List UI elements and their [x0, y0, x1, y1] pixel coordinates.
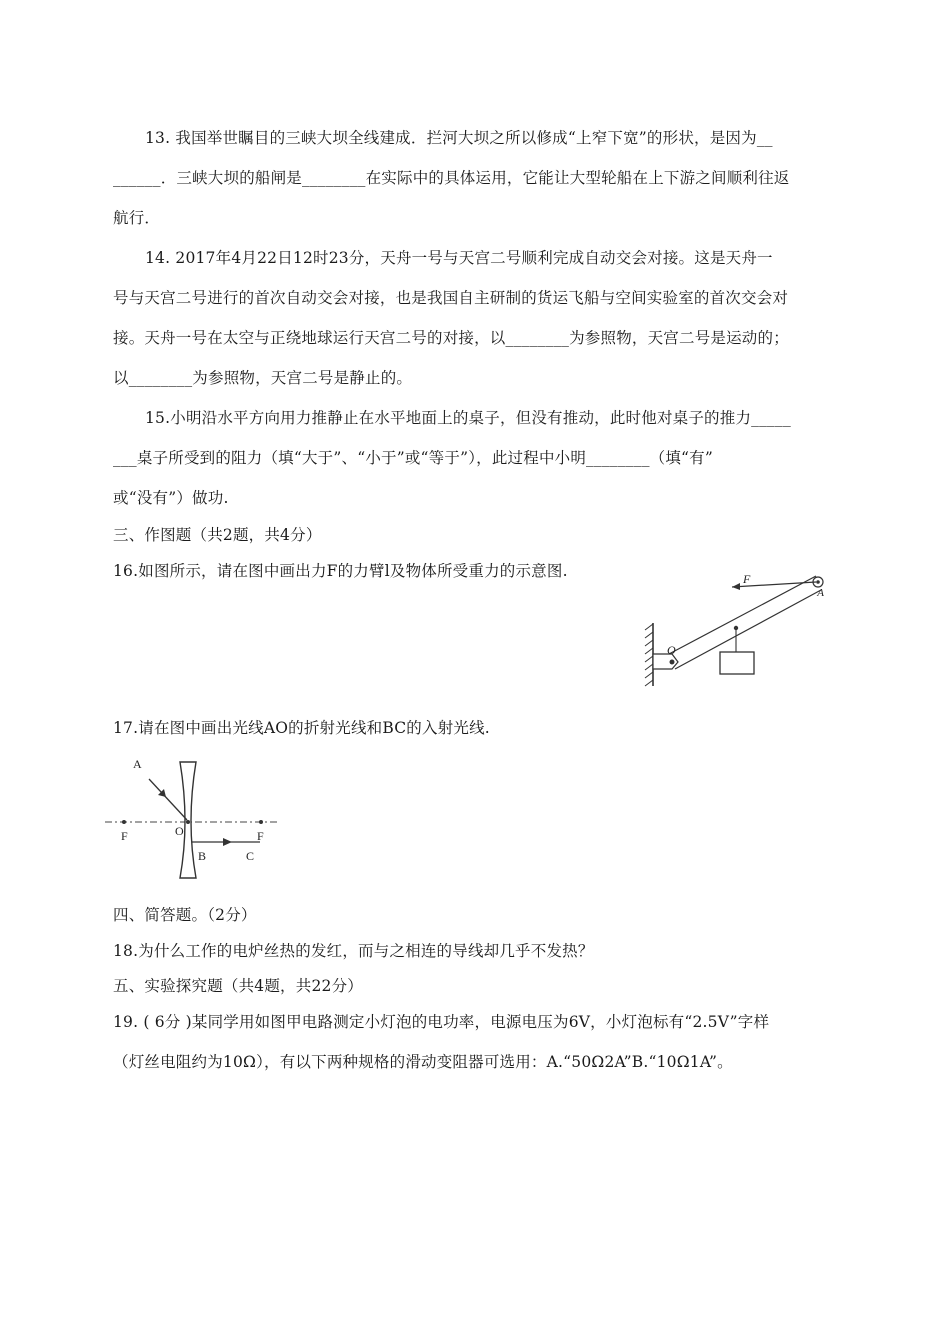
label-o: O: [175, 824, 184, 838]
focus-right-dot: [259, 820, 263, 824]
lens-figure: [102, 752, 282, 882]
label-f: F: [743, 572, 751, 586]
question-16: 16.如图所示，请在图中画出力F的力臂l及物体所受重力的示意图.: [113, 562, 568, 580]
point-a-dot: [816, 580, 820, 584]
q13-line-3: 航行．: [113, 209, 161, 227]
question-17: 17.请在图中画出光线AO的折射光线和BC的入射光线.: [113, 719, 490, 737]
lever-edge-top: [669, 576, 816, 654]
ray-bc-arrowhead: [223, 838, 232, 846]
question-18: 18.为什么工作的电炉丝热的发红，而与之相连的导线却几乎不发热？: [113, 942, 594, 960]
label-f-right: F: [257, 829, 264, 843]
label-b: B: [198, 849, 207, 863]
label-a: A: [133, 757, 142, 771]
q14-line-3: 接。天舟一号在太空与正绕地球运行天宫二号的对接，以________为参照物，天宫二号是运动的；: [113, 329, 789, 347]
q15-line-3: 或“没有”）做功.: [113, 489, 229, 507]
hanging-block: [720, 652, 754, 674]
q14-line-2: 号与天宫二号进行的首次自动交会对接，也是我国自主研制的货运飞船与空间实验室的首次交会对: [113, 289, 789, 307]
q13-line-1: 13. 我国举世瞩目的三峡大坝全线建成．拦河大坝之所以修成“上窄下宽”的形状，是因为__: [145, 129, 773, 147]
label-o: O: [667, 643, 676, 657]
label-f-left: F: [121, 829, 128, 843]
wall-hatching: [645, 624, 653, 686]
q14-line-1: 14. 2017年4月22日12时23分，天舟一号与天宫二号顺利完成自动交会对接。这是天舟一: [145, 249, 773, 267]
optical-center-dot: [186, 820, 190, 824]
ray-ao: [149, 779, 187, 820]
q15-line-1: 15.小明沿水平方向用力推静止在水平地面上的桌子，但没有推动，此时他对桌子的推力_____: [145, 409, 791, 427]
force-f-arrowhead: [732, 583, 740, 590]
q13-line-2: ______．三峡大坝的船闸是________在实际中的具体运用，它能让大型轮船在上下游之间顺利往返: [113, 169, 790, 187]
lever-figure: [640, 568, 825, 690]
focus-left-dot: [122, 820, 126, 824]
q19-line-1: 19. ( 6分 )某同学用如图甲电路测定小灯泡的电功率，电源电压为6V，小灯泡标有“2.5V”字样: [113, 1013, 770, 1031]
q15-line-2: ___桌子所受到的阻力（填“大于”、“小于”或“等于”），此过程中小明________（填“有”: [113, 449, 713, 467]
section-5-heading: 五、实验探究题（共4题，共22分）: [113, 977, 363, 995]
label-a: A: [817, 587, 824, 599]
label-c: C: [246, 849, 255, 863]
pivot-point: [670, 660, 675, 665]
q19-line-2: （灯丝电阻约为10Ω），有以下两种规格的滑动变阻器可选用：A.“50Ω2A”B.“10Ω1A”。: [113, 1053, 733, 1071]
q14-line-4: 以________为参照物，天宫二号是静止的。: [113, 369, 413, 387]
section-3-heading: 三、作图题（共2题，共4分）: [113, 526, 322, 544]
section-4-heading: 四、简答题。（2分）: [113, 906, 257, 924]
